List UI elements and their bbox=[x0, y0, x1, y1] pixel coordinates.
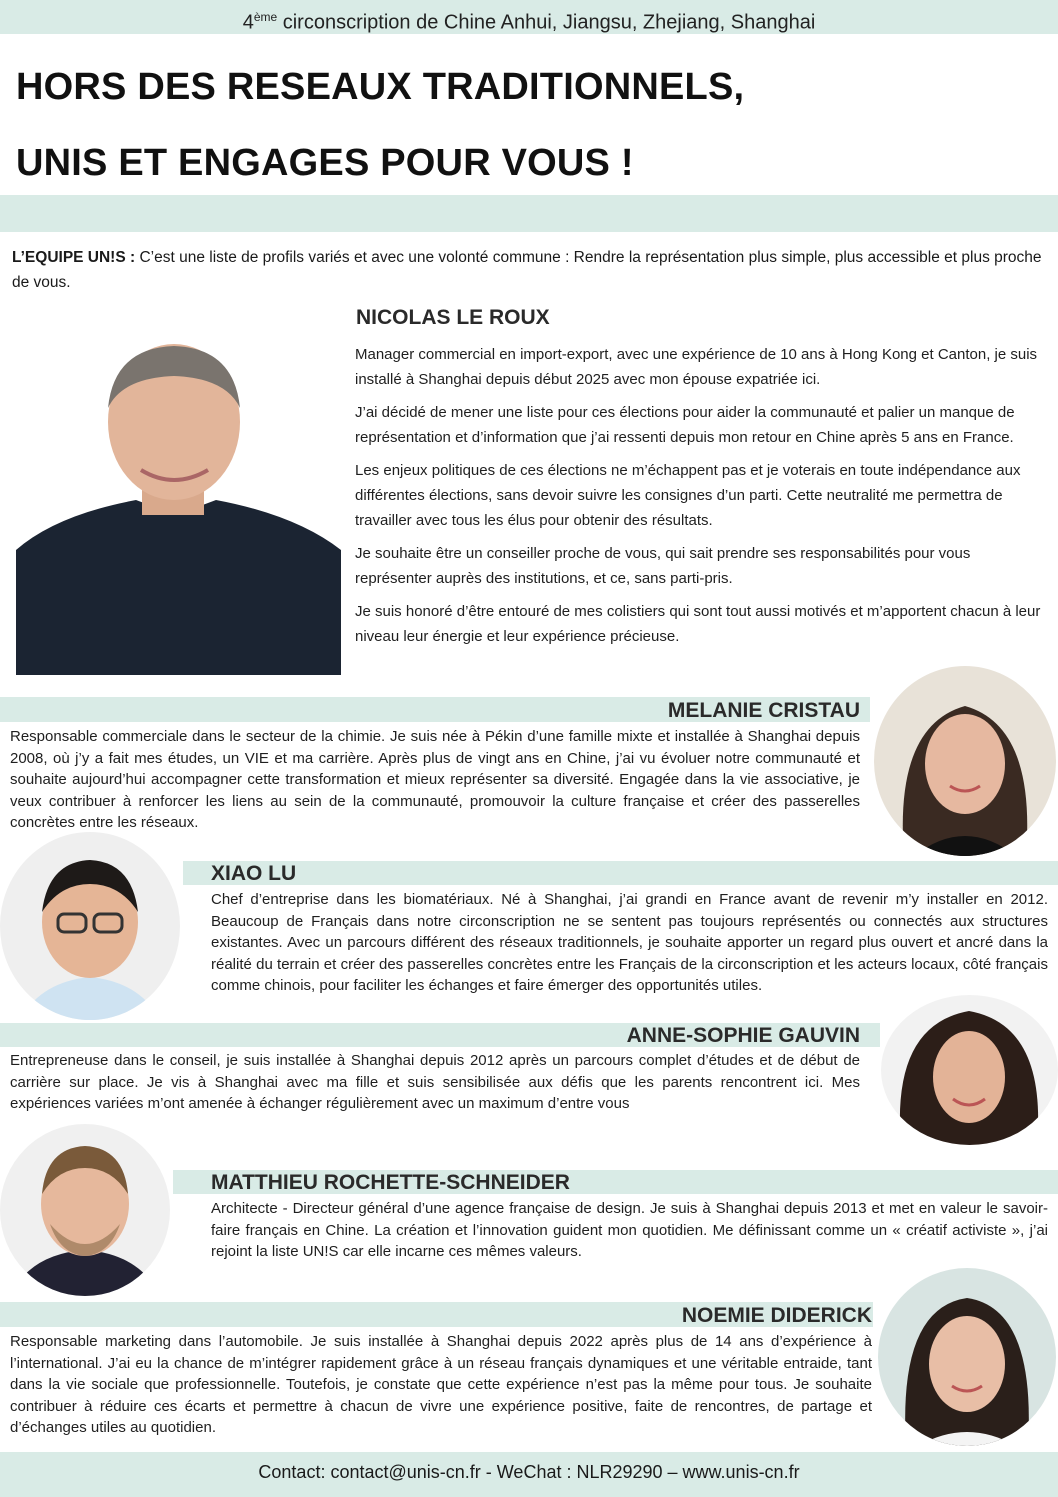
circ-sup: ème bbox=[253, 10, 278, 24]
circ-number: 4 bbox=[242, 11, 254, 34]
lead-paragraph: Manager commercial en import-export, avec une expérience de 10 ans à Hong Kong et Canton, je suis installé à Shanghai depuis début 2025 avec mon épouse expatriée ici. bbox=[355, 346, 1038, 388]
member-bio-xiao-lu: Chef d’entreprise dans les biomatériaux. Né à Shanghai, j’ai grandi en France avant de revenir m’y installer en 2012. Beaucoup de Français dans notre circonscription ne se sentent pas toujours représentés ou connectés aux structures existantes. Avec un parcours différent des réseaux traditionnels, je souhaite apporter un regard plus ouvert et ancré dans la réalité du terrain et créer des passerelles concrètes entre les Français de la circonscription et les acteurs locaux, côté français comme chinois, pour faciliter les échanges et faire émerger des opportunités utiles. bbox=[211, 891, 1048, 995]
member-bio-melanie-cristau: Responsable commerciale dans le secteur de la chimie. Je suis née à Pékin d’une famille mixte et installée à Shanghai depuis 2008, où j’y a fait mes études, un VIE et ma carrière. Après plus de vingt ans en Chine, j’ai vu évoluer notre communauté et souhaite aujourd’hui accompagner cette transformation et mieux représenter sa diversité. Engagée dans la vie associative, je veux contribuer à renforcer les liens au sein de la communauté, promouvoir la culture française et créer des passerelles concrètes entre les réseaux. bbox=[10, 728, 860, 832]
headline-2: UNIS ET ENGAGES POUR VOUS ! bbox=[16, 142, 634, 184]
lead-name: NICOLAS LE ROUX bbox=[356, 306, 550, 329]
portrait-nicolas-le-roux bbox=[16, 300, 341, 675]
member-name-xiao-lu: XIAO LU bbox=[211, 862, 297, 885]
intro-label: L’EQUIPE UN!S : bbox=[12, 249, 136, 266]
headline-1: HORS DES RESEAUX TRADITIONNELS, bbox=[16, 66, 745, 108]
intro-text: C’est une liste de profils variés et avec une volonté commune : Rendre la représentation plus simple, plus accessible et plus proche de vous. bbox=[12, 249, 1042, 291]
member-name-noemie-diderick: NOEMIE DIDERICK bbox=[681, 1304, 872, 1327]
lead-paragraph: J’ai décidé de mener une liste pour ces élections pour aider la communauté et palier un manque de représentation et d’information que j’ai ressenti depuis mon retour en Chine après 5 ans en France. bbox=[355, 404, 1015, 446]
portrait-anne-sophie-gauvin bbox=[881, 995, 1058, 1145]
portrait-melanie-cristau bbox=[874, 666, 1056, 856]
lead-paragraph: Les enjeux politiques de ces élections ne m’échappent pas et je voterais en toute indépendance aux différentes élections, sans devoir suivre les consignes d’un parti. Cette neutralité me permettra de travailler avec tous les élus pour obtenir des résultats. bbox=[355, 462, 1021, 529]
portrait-xiao-lu bbox=[0, 832, 180, 1020]
member-bio-noemie-diderick: Responsable marketing dans l’automobile. Je suis installée à Shanghai depuis 2022 après plus de 14 ans d’expérience à l’international. J’ai eu la chance de m’intégrer rapidement grâce à un réseau français dynamiques et une véritable entraide, tant dans la vie sociale que professionnelle. Toutefois, je constate que cette expérience n’est pas la même pour tous. Je souhaite contribuer à réduire ces écarts et permettre à chacun de vivre une expérience positive, faite de rencontres, de partage et d’échanges utiles au quotidien. bbox=[10, 1333, 872, 1437]
member-name-melanie-cristau: MELANIE CRISTAU bbox=[667, 699, 860, 722]
circ-text: circonscription de Chine Anhui, Jiangsu, Zhejiang, Shanghai bbox=[277, 11, 816, 34]
name-band bbox=[183, 861, 1058, 885]
footer-contact: Contact: contact@unis-cn.fr - WeChat : NLR29290 – www.unis-cn.fr bbox=[258, 1462, 800, 1482]
portrait-noemie-diderick bbox=[878, 1268, 1056, 1446]
lead-bio bbox=[355, 342, 1045, 649]
intro-paragraph bbox=[12, 245, 1046, 295]
member-bio-anne-sophie-gauvin: Entrepreneuse dans le conseil, je suis installée à Shanghai depuis 2012 après un parcours complet d’études et de début de carrière sur place. Je vis à Shanghai avec ma fille et suis sensibilisée aux défis que les parents rencontrent ici. Mes expériences variées m’ont amenée à échanger régulièrement avec un maximum d’entre vous bbox=[10, 1052, 860, 1113]
portrait-matthieu-rochette-schneider bbox=[0, 1124, 170, 1296]
member-bio-matthieu-rochette-schneider: Architecte - Directeur général d’une agence française de design. Je suis à Shanghai depuis 2013 et met en valeur le savoir-faire français en Chine. La création et l’innovation guident mon quotidien. Me définissant comme un « créatif activiste », j’ai rejoint la liste UN!S car elle incarne ces mêmes valeurs. bbox=[211, 1200, 1048, 1261]
member-name-matthieu-rochette-schneider: MATTHIEU ROCHETTE-SCHNEIDER bbox=[211, 1171, 570, 1194]
circonscription-line bbox=[0, 0, 1058, 34]
lead-paragraph: Je suis honoré d’être entouré de mes colistiers qui sont tout aussi motivés et m’apportent chacun à leur niveau leur énergie et leur expérience précieuse. bbox=[355, 603, 1041, 645]
headline-band bbox=[0, 195, 1058, 232]
lead-paragraph: Je souhaite être un conseiller proche de vous, qui sait prendre ses responsabilités pour vous représenter auprès des institutions, et ce, sans parti-pris. bbox=[355, 545, 971, 587]
member-name-anne-sophie-gauvin: ANNE-SOPHIE GAUVIN bbox=[626, 1024, 860, 1047]
